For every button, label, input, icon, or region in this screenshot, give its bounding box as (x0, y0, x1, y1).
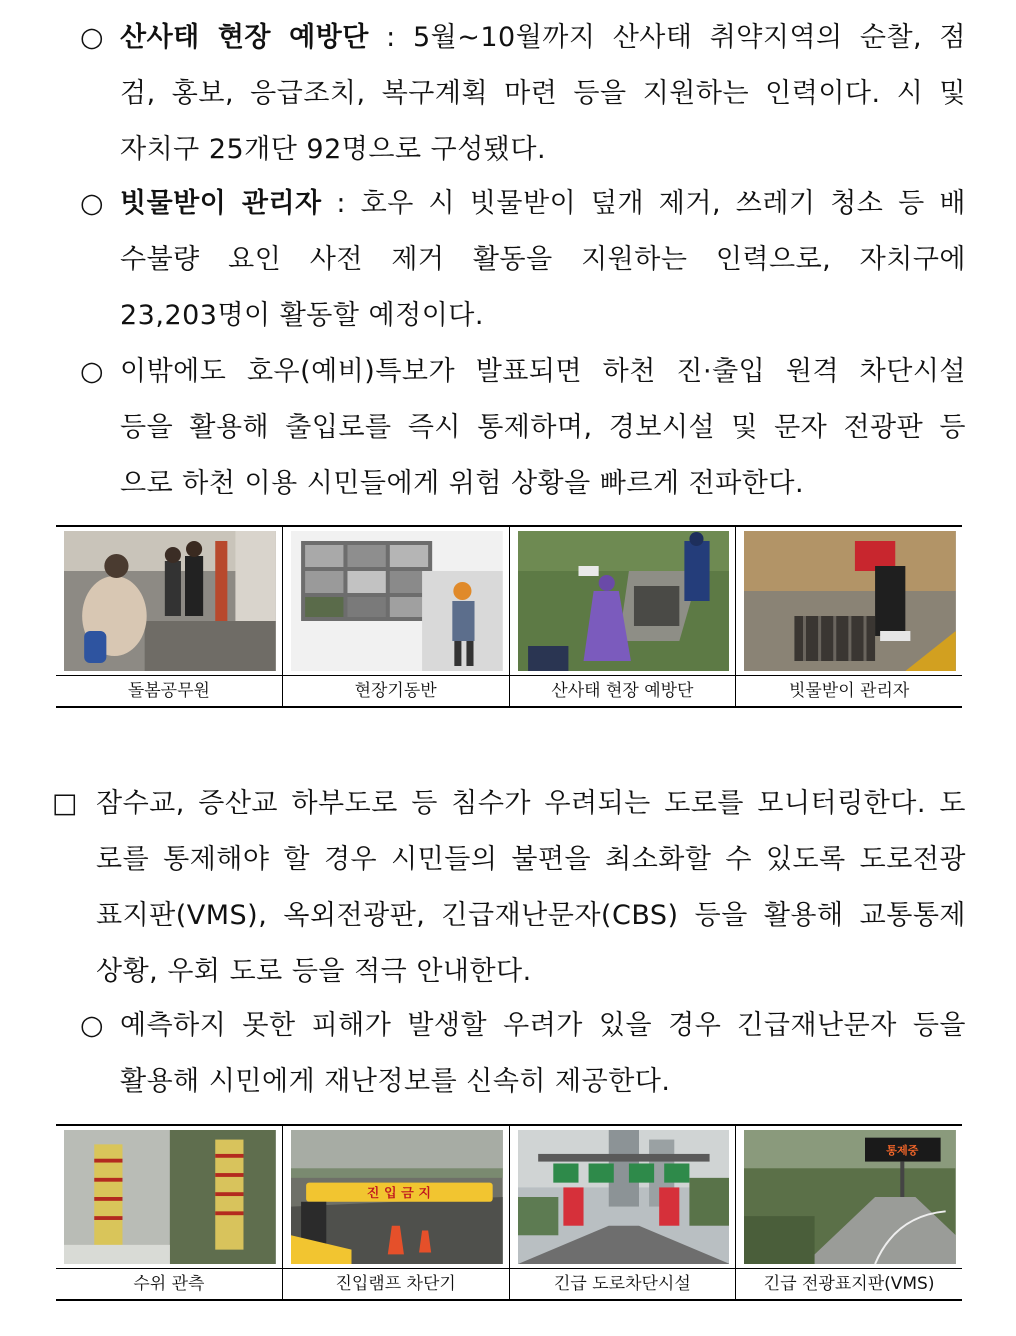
term-rainwater-manager: 빗물받이 관리자 (120, 188, 322, 219)
photo-care-officers (64, 531, 276, 671)
photo-rainwater-manager (744, 531, 956, 671)
photo-ramp-barrier (291, 1130, 503, 1264)
photo-table-road-facilities (56, 1124, 962, 1301)
photo-cell-vms (736, 1126, 962, 1299)
caption-water-level: 수위 관측 (56, 1268, 282, 1299)
text-line: 자치구 25개단 92명으로 구성됐다. (120, 134, 547, 165)
photo-landslide-team (518, 531, 730, 671)
text-line: 활용해 시민에게 재난정보를 신속히 제공한다. (120, 1066, 671, 1097)
text-line: 으로 하천 이용 시민들에게 위험 상황을 빠르게 전파한다. (120, 468, 805, 499)
caption-ramp-barrier: 진입램프 차단기 (283, 1268, 509, 1299)
photo-table-personnel (56, 525, 962, 708)
photo-cell-landslide-team (510, 527, 737, 706)
photo-cell-water-level (56, 1126, 283, 1299)
text-line: 수불량 요인 사전 제거 활동을 지원하는 인력으로, 자치구에 (120, 244, 966, 275)
photo-cell-road-blocking (510, 1126, 737, 1299)
text-line: 23,203명이 활동할 예정이다. (120, 300, 484, 331)
photo-cell-care-officers (56, 527, 283, 706)
square-bullet: □ (52, 788, 79, 819)
text-line: 검, 홍보, 응급조치, 복구계획 마련 등을 지원하는 인력이다. 시 및 (120, 78, 966, 109)
text-line: 등을 활용해 출입로를 즉시 통제하며, 경보시설 및 문자 전광판 등 (120, 412, 966, 443)
text-line: 표지판(VMS), 옥외전광판, 긴급재난문자(CBS) 등을 활용해 교통통제 (96, 900, 966, 931)
term-landslide-team: 산사태 현장 예방단 (120, 22, 369, 53)
photo-vms (744, 1130, 956, 1264)
caption-vms: 긴급 전광표지판(VMS) (736, 1268, 962, 1299)
text-line: 로를 통제해야 할 경우 시민들의 불편을 최소화할 수 있도록 도로전광 (96, 844, 966, 875)
circle-bullet: ○ (80, 22, 105, 53)
photo-cell-ramp-barrier (283, 1126, 510, 1299)
circle-bullet: ○ (80, 1010, 105, 1041)
photo-road-blocking (518, 1130, 730, 1264)
text-line: 상황, 우회 도로 등을 적극 안내한다. (96, 956, 532, 987)
caption-rainwater-manager: 빗물받이 관리자 (736, 675, 962, 706)
photo-field-team (291, 531, 503, 671)
barrier-sign-text: 진 입 금 지 (366, 1186, 431, 1201)
circle-bullet: ○ (80, 356, 105, 387)
photo-cell-rainwater-manager (736, 527, 962, 706)
caption-field-team: 현장기동반 (283, 675, 509, 706)
caption-care-officers: 돌봄공무원 (56, 675, 282, 706)
circle-bullet: ○ (80, 188, 105, 219)
vms-sign-text: 통제중 (886, 1144, 919, 1157)
caption-landslide-team: 산사태 현장 예방단 (510, 675, 736, 706)
caption-road-blocking: 긴급 도로차단시설 (510, 1268, 736, 1299)
photo-cell-field-team (283, 527, 510, 706)
photo-water-level (64, 1130, 276, 1264)
